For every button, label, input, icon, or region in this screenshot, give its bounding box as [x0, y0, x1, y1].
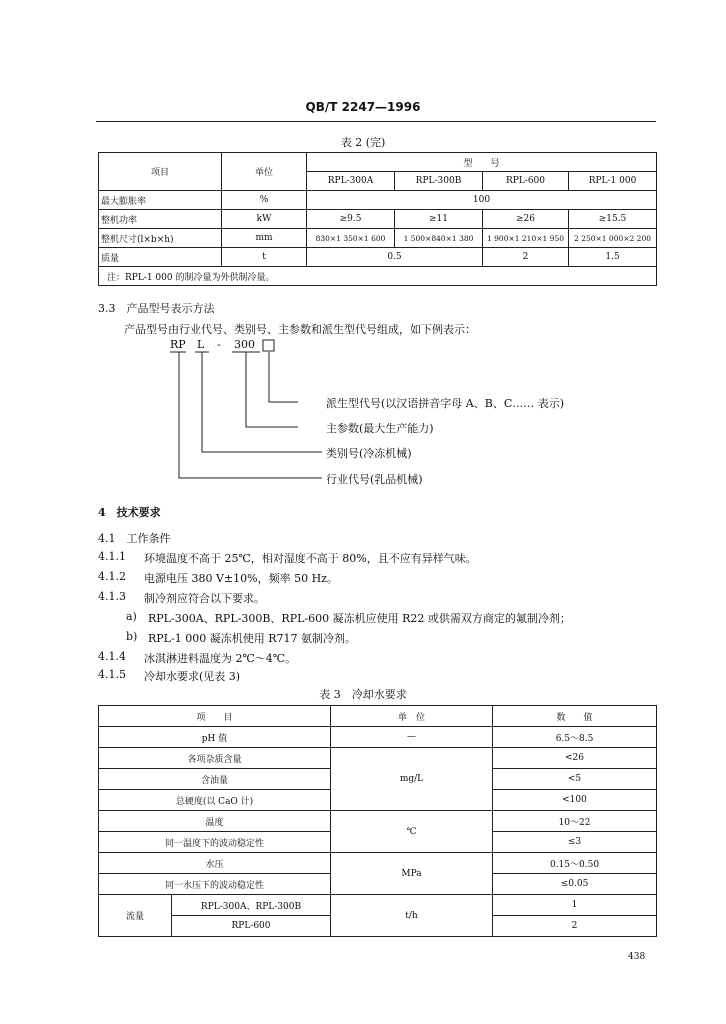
clause-text: 环境温度不高于 25℃，相对湿度不高于 80%，且不应有异样气味。: [144, 552, 477, 565]
t2-cell: ≥26: [483, 210, 569, 229]
t2-row-name: 整机尺寸(l×b×h): [99, 229, 222, 248]
t3-row-unit: mg/L: [331, 748, 493, 811]
t2-cell: 100: [307, 191, 657, 210]
t3-row-subname: RPL-600: [172, 916, 331, 937]
code-dash: -: [217, 338, 221, 351]
leader-industry: [179, 352, 322, 478]
page-number: 438: [628, 952, 646, 962]
t2-cell: ≥9.5: [307, 210, 395, 229]
t2-model: RPL-600: [483, 172, 569, 191]
clause-number: 4.1.2: [98, 570, 126, 583]
t3-row-name: 同一温度下的波动稳定性: [99, 832, 331, 853]
t3-row-unit: —: [331, 727, 493, 748]
t2-cell: 1 500×840×1 380: [395, 229, 483, 248]
t2-row-unit: t: [222, 248, 307, 267]
list-marker: b): [126, 630, 138, 643]
clause-text: 冰淇淋进料温度为 2℃～4℃。: [144, 652, 297, 665]
clause-text: 冷却水要求(见表 3): [144, 670, 241, 683]
t2-cell: ≥11: [395, 210, 483, 229]
t3-row-name: 含油量: [99, 769, 331, 790]
t3-row-unit: t/h: [331, 895, 493, 937]
table-3: [98, 705, 657, 937]
t2-cell: ≥15.5: [569, 210, 657, 229]
label-industry: 行业代号(乳品机械): [326, 473, 423, 486]
derivative-box: [263, 340, 274, 351]
section-3-3-heading: 3.3 产品型号表示方法: [98, 302, 215, 315]
t2-cell: 1 900×1 210×1 950: [483, 229, 569, 248]
t2-cell: 0.5: [307, 248, 483, 267]
code-number: 300: [234, 338, 255, 351]
page-header: QB/T 2247—1996: [305, 100, 421, 114]
t3-row-value: 1: [493, 895, 657, 916]
leader-derivative: [269, 352, 298, 402]
clause-text: 制冷剂应符合以下要求。: [144, 592, 265, 605]
label-category: 类别号(冷冻机械): [326, 447, 412, 460]
t3-row-value: <5: [493, 769, 657, 790]
t2-model: RPL-300B: [395, 172, 483, 191]
t3-head-unit: 单 位: [331, 706, 493, 727]
table3-caption: 表 3 冷却水要求: [319, 688, 407, 701]
t3-row-value: 0.15～0.50: [493, 853, 657, 874]
t3-row-value: ≤3: [493, 832, 657, 853]
section-4-1: 4.1 工作条件: [98, 532, 171, 545]
t2-note: 注：RPL-1 000 的制冷量为外供制冷量。: [99, 267, 657, 286]
t3-row-name: 水压: [99, 853, 331, 874]
t2-cell: 830×1 350×1 600: [307, 229, 395, 248]
t3-row-value: 10～22: [493, 811, 657, 832]
t3-row-name: 总硬度(以 CaO 计): [99, 790, 331, 811]
t3-row-subname: RPL-300A、RPL-300B: [172, 895, 331, 916]
t3-row-name: 各项杂质含量: [99, 748, 331, 769]
t3-row-unit: ℃: [331, 811, 493, 853]
label-main-param: 主参数(最大生产能力): [326, 422, 434, 435]
t3-row-value: 2: [493, 916, 657, 937]
t3-row-name: pH 值: [99, 727, 331, 748]
t2-model: RPL-1 000: [569, 172, 657, 191]
t3-row-value: 6.5～8.5: [493, 727, 657, 748]
t3-head-value: 数 值: [493, 706, 657, 727]
t2-cell: 2: [483, 248, 569, 267]
t3-head-item: 项 目: [99, 706, 331, 727]
t3-row-unit: MPa: [331, 853, 493, 895]
code-l: L: [197, 338, 205, 351]
t2-head-item: 项目: [99, 153, 222, 191]
t2-head-model: 型 号: [307, 153, 657, 172]
clause-text: 电源电压 380 V±10%，频率 50 Hz。: [144, 572, 338, 585]
list-item-text: RPL-1 000 凝冻机使用 R717 氨制冷剂。: [148, 632, 356, 645]
leader-category: [202, 352, 322, 452]
t3-row-name: 流量: [99, 895, 172, 937]
list-marker: a): [126, 610, 137, 623]
code-rp: RP: [170, 338, 186, 351]
t2-row-name: 质量: [99, 248, 222, 267]
t2-row-unit: mm: [222, 229, 307, 248]
clause-number: 4.1.1: [98, 550, 126, 563]
section-3-3-text: 产品型号由行业代号、类别号、主参数和派生型代号组成，如下例表示：: [124, 323, 476, 336]
t2-row-name: 最大膨胀率: [99, 191, 222, 210]
t3-row-value: <100: [493, 790, 657, 811]
label-derivative: 派生型代号(以汉语拼音字母 A、B、C…… 表示): [326, 397, 565, 410]
t3-row-value: ≤0.05: [493, 874, 657, 895]
t3-row-name: 同一水压下的波动稳定性: [99, 874, 331, 895]
table2-caption: 表 2 (完): [340, 136, 386, 149]
leader-param: [246, 352, 298, 427]
t2-cell: 1.5: [569, 248, 657, 267]
t2-head-unit: 单位: [222, 153, 307, 191]
t2-model: RPL-300A: [307, 172, 395, 191]
clause-number: 4.1.4: [98, 650, 126, 663]
section-4-heading: 4 技术要求: [98, 506, 161, 519]
list-item-text: RPL-300A、RPL-300B、RPL-600 凝冻机应使用 R22 或供需双方商定的氟制冷剂；: [148, 612, 571, 625]
t2-cell: 2 250×1 000×2 200: [569, 229, 657, 248]
clause-number: 4.1.5: [98, 668, 126, 681]
t2-row-unit: kW: [222, 210, 307, 229]
t2-row-name: 整机功率: [99, 210, 222, 229]
t3-row-name: 温度: [99, 811, 331, 832]
t3-row-value: <26: [493, 748, 657, 769]
clause-number: 4.1.3: [98, 590, 126, 603]
t2-row-unit: %: [222, 191, 307, 210]
